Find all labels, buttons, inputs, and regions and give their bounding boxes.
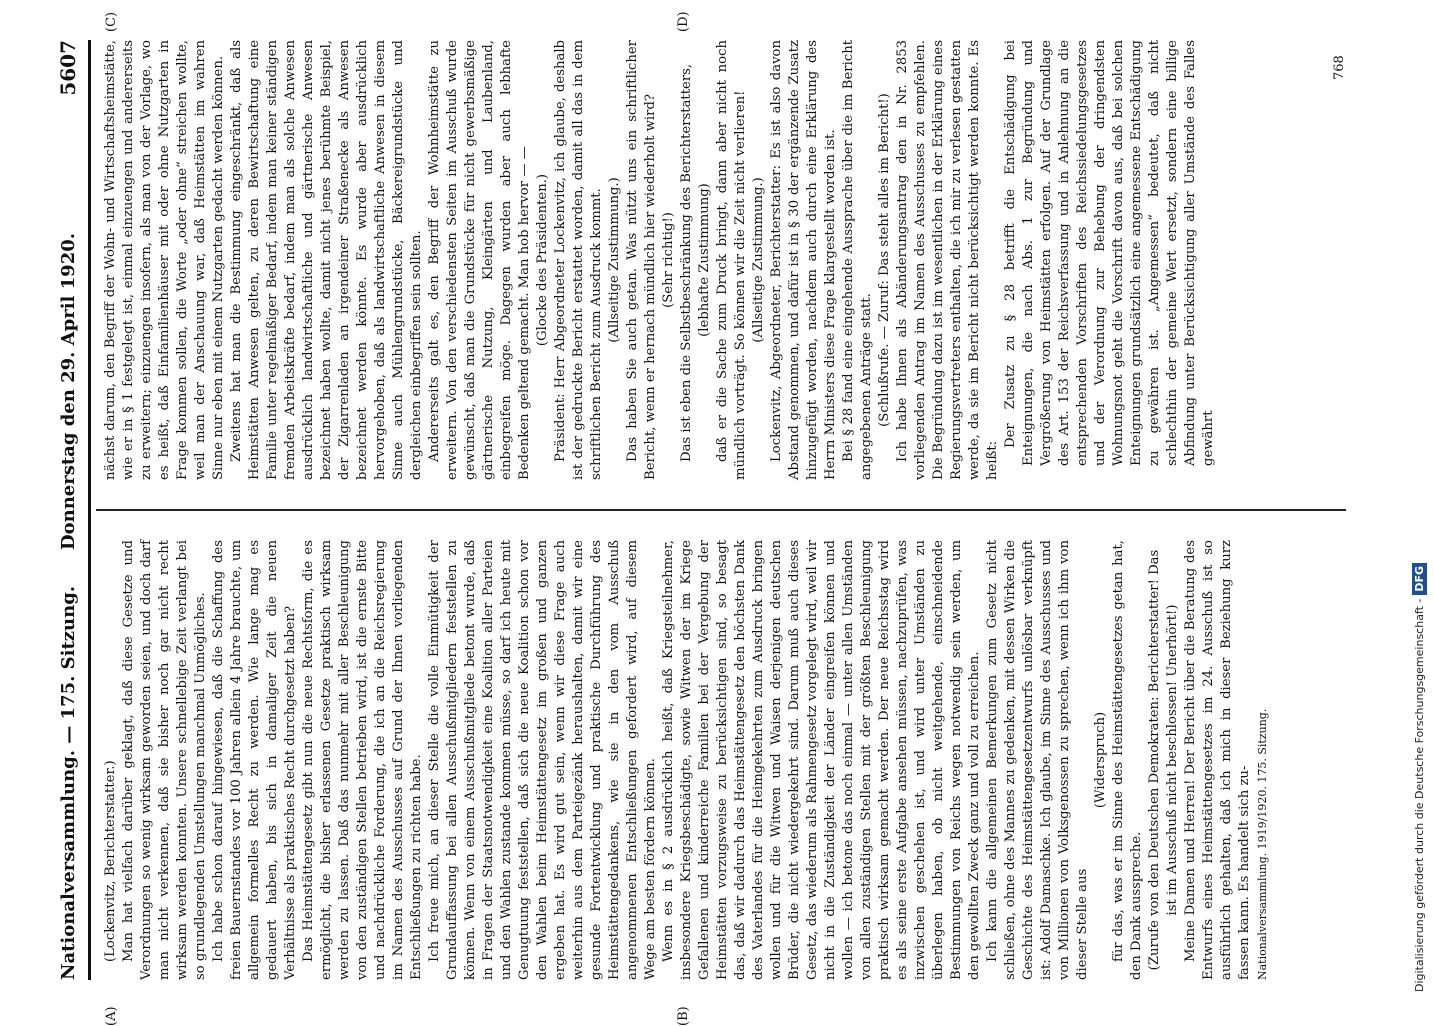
paragraph: Ich habe Ihnen als Abänderungsantrag den in Nr. 2853 vorliegenden Antrag im Namen des Ausschusses zu empfehlen. Die Begründung dazu ist im wesentlichen in der Erklärung eines Regierungsvertreters enthalten, die ich mir zu verlesen gestatten werde, da sie im Bericht nicht berücksichtigt werden konnte. Es heißt:: [895, 40, 1000, 480]
paragraph: Man hat vielfach darüber geklagt, daß diese Gesetze und Verordnungen so wenig wirksam geworden seien, und doch darf man nicht verkennen, daß sie bisher noch gar nicht recht wirksam werden konnten. Unsere schnellebige Zeit verlangt bei so grundlegenden Umstellungen manchmal Unmögliches.: [121, 540, 208, 980]
paragraph: Das Heimstättengesetz gibt nun die neue Rechtsform, die es ermöglicht, die bisher erlassenen Gesetze praktisch wirksam werden zu lassen. Daß das nunmehr mit aller Beschleunigung von den zuständigen Stellen betrieben wird, ist die ernste Bitte und nachdrückliche Forderung, die ich an die Reichsregierung im Namen des Ausschusses auf Grund der Ihnen vorliegenden Entschließungen zu richten habe.: [301, 540, 424, 980]
dfg-sidebar: [1412, 0, 1427, 992]
interjection: (lebhafte Zustimmung): [697, 183, 712, 337]
marker-c: (C): [104, 11, 119, 32]
quotation: Der Zusatz zu § 28 betrifft die Entschädigung bei Enteignungen, die nach Abs. 1 zur Begründung und Vergrößerung von Heimstätten erfolgen. Auf der Grundlage des Art. 153 der Reichsverfassung und in Anlehnung an die entsprechenden Vorschriften des Reichssiedelungsgesetzes und der Verordnung zur Behebung der dringendsten Wohnungsnot geht die Vorschrift davon aus, daß bei solchen Enteignungen grundsätzlich eine angemessene Entschädigung zu gewähren ist. „Angemessen“ bedeutet, daß nicht schlechthin der gemeine Wert ersetzt, sondern eine billige Abfindung unter Berücksichtigung aller Umstände des Falles gewährt: [1003, 40, 1216, 466]
column-divider: [96, 509, 1346, 511]
footer-line: Nationalversammlung. 1919/1920. 175. Sitzung.: [1256, 708, 1269, 980]
paragraph: Ich habe schon darauf hingewiesen, daß die Schaffung des freien Bauernstandes vor 100 Jahren allein 4 Jahre brauchte, um allgemein formelles Recht zu werden. Wie lange mag es gedauert haben, bis sich in damaliger Zeit die neuen Verhältnisse als praktisches Recht durchgesetzt haben?: [211, 540, 298, 980]
interjection: (Widerspruch): [1093, 711, 1108, 809]
paragraph: Wenn es in § 2 ausdrücklich heißt, daß Kriegsteilnehmer, insbesondere Kriegsbeschädigte, sowie Witwen der im Kriege Gefallenen und kinderreiche Familien bei der Vergebung der Heimstätten vorzugsweise zu berücksichtigen sind, so besagt das, daß wir dadurch das Heimstättengesetz den höchsten Dank des Vaterlandes für die Heimgekehrten zum Ausdruck bringen wollen und für die Witwen und Waisen derjenigen deutschen Brüder, die nicht wiedergekehrt sind. Darum muß auch dieses Gesetz, das wiederum als Rahmengesetz vorgelegt wird, weil wir nicht in die Zuständigkeit der Länder eingreifen können und wollen — ich betone das noch einmal — unter allen Umständen von allen zuständigen Stellen mit der größten Beschleunigung praktisch wirksam gemacht werden. Der neue Reichsstag wird es als seine erste Aufgabe ansehen müssen, nachzuprüfen, was inzwischen geschehen ist, und wird unter Umständen zu überlegen haben, ob nicht weitgehende, einschneidende Bestimmungen von Reichs wegen notwendig sein werden, um den gewollten Zweck ganz und voll zu erreichen.: [661, 540, 982, 980]
column-left: [102, 540, 1272, 980]
header-center: Donnerstag den 29. April 1920.: [58, 232, 79, 550]
column-right: [102, 40, 1218, 480]
interjection: (Allseitige Zustimmung.): [751, 177, 766, 343]
paragraph: Lockenvitz, Abgeordneter, Berichterstatter: Es ist also davon Abstand genommen, und dafür ist in § 30 der ergänzende Zusatz hinzugefügt worden, nachdem auch durch eine Erklärung des Herrn Ministers diese Frage klargestellt worden ist.: [769, 40, 838, 480]
footer-page-number: 768: [1332, 55, 1347, 80]
paragraph: Andererseits galt es, den Begriff der Wohnheimstätte zu erweitern. Von den verschiedensten Seiten im Ausschuß wurde gewünscht, daß man die Grundstücke für nicht gewerbsmäßige gärtnerische Nutzung, Kleingärten und Laubenland, einbegreifen möge. Dagegen wurden aber auch lebhafte Bedenken geltend gemacht. Man hob hervor — —: [427, 40, 532, 480]
paragraph: für das, was er im Sinne des Heimstättengesetzes getan hat, den Dank ausspreche.: [1111, 540, 1144, 980]
paragraph: Meine Damen und Herren! Der Bericht über die Beratung des Entwurfs eines Heimstättengesetzes im 24. Ausschuß ist so ausführlich gehalten, daß ich mich in dieser Beziehung kurz fassen kann. Es handelt sich zu-: [1183, 540, 1252, 980]
interjection: (Zurufe von den Deutschen Demokraten: Berichterstatter! Das ist im Ausschuß nicht beschlossen! Unerhört!): [1147, 549, 1180, 971]
marker-b: (B): [676, 1006, 691, 1026]
paragraph: Ich kann die allgemeinen Bemerkungen zum Gesetz nicht schließen, ohne des Mannes zu gedenken, mit dessen Wirken die Geschichte des Heimstättengesetzentwurfs unlösbar verknüpft ist: Adolf Damaschke. Ich glaube, im Sinne des Ausschusses und von Millionen von Volksgenossen zu sprechen, wenn ich ihm von dieser Stelle aus: [985, 540, 1090, 980]
interjection: (Allseitige Zustimmung.): [607, 177, 622, 343]
paragraph: Präsident: Herr Abgeordneter Lockenvitz, ich glaube, deshalb ist der gedruckte Bericht erstattet worden, damit all das in dem schriftlichen Bericht zum Ausdruck kommt.: [553, 40, 604, 480]
paragraph: nächst darum, den Begriff der Wohn- und Wirtschaftsheimstätte, wie er in § 1 festgelegt ist, einmal einzuengen und andererseits zu erweitern; einzuengen insofern, als man von der Vorlage, wo es heißt, daß Einfamilienhäuser mit oder ohne Nutzgarten in Frage kommen sollen, die Worte „oder ohne“ streichen wollte, weil man der Anschauung war, daß Heimstätten im wahren Sinne nur eben mit einem Nutzgarten gedacht werden können.: [103, 40, 226, 480]
paragraph: Ich freue mich, an dieser Stelle die volle Einmütigkeit der Grundauffassung bei allen Ausschußmitgliedern feststellen zu können. Wenn von einem Ausschußmitgliede betont wurde, daß in Fragen der Staatsnotwendigkeit eine Koalition aller Parteien und den Wahlen zustande kommen müsse, so darf ich heute mit Genugtuung feststellen, daß sich die neue Koalition schon vor den Wahlen beim Heimstättengesetz im großen und ganzen ergeben hat. Es wird gut sein, wenn wir diese Frage auch weiterhin aus dem Parteigezänk heraushalten, damit wir eine gesunde Fortentwicklung und praktische Durchführung des Heimstättengedankens, wie sie in den vom Ausschuß angenommenen Entschließungen gefordert wird, auf diesem Wege am besten fördern können.: [427, 540, 658, 980]
interjection: (Sehr richtig!): [661, 212, 676, 308]
paragraph: (Lockenvitz, Berichterstatter.): [103, 760, 118, 962]
dfg-note: Digitalisierung gefördert durch die Deutsche Forschungsgemeinschaft -: [1413, 598, 1426, 992]
page-number: 5607: [56, 40, 80, 96]
header-rule: [88, 40, 91, 980]
paragraph: Das ist eben die Selbstbeschränkung des Berichterstatters,: [679, 63, 694, 462]
marker-a: (A): [104, 1006, 119, 1026]
rotated-page: [50, 11, 1380, 1026]
interjection: (Schlußrufe. — Zuruf: Das steht alles im Bericht!): [877, 93, 892, 427]
dfg-logo: DFG: [1412, 563, 1427, 595]
marker-d: (D): [676, 11, 691, 32]
paragraph: Das haben Sie auch getan. Was nützt uns ein schriftlicher Bericht, wenn er hernach mündlich hier wiederholt wird?: [625, 40, 658, 480]
paragraph: daß er die Sache zum Druck bringt, dann aber nicht noch mündlich vorträgt. So können wir die Zeit nicht verlieren!: [715, 40, 748, 480]
header-left: Nationalversammlung. — 175. Sitzung.: [58, 585, 79, 980]
paragraph: Bei § 28 fand eine eingehende Aussprache über die im Bericht angegebenen Anträge statt.: [841, 40, 874, 480]
interjection: (Glocke des Präsidenten.): [535, 173, 550, 347]
page-header: [50, 40, 90, 980]
paragraph: Zweitens hat man die Bestimmung eingeschränkt, daß als Heimstätten Anwesen gelten, zu deren Bewirtschaftung eine Familie unter regelmäßiger Bedarf, indem man keiner ständigen fremden Arbeitskräfte bedarf, indem man als solche Anwesen ausdrücklich landwirtschaftliche und gärtnerische Anwesen bezeichnet haben wollte, damit nicht jenes berühmte Beispiel, der Zigarrenladen an irgendeiner Straßenecke als Anwesen bezeichnet werden könnte. Es wurde aber ausdrücklich hervorgehoben, daß als landwirtschaftliche Anwesen in diesem Sinne auch Mühlengrundstücke, Bäckereigrundstücke und dergleichen einbegriffen sein sollten.: [229, 40, 424, 480]
